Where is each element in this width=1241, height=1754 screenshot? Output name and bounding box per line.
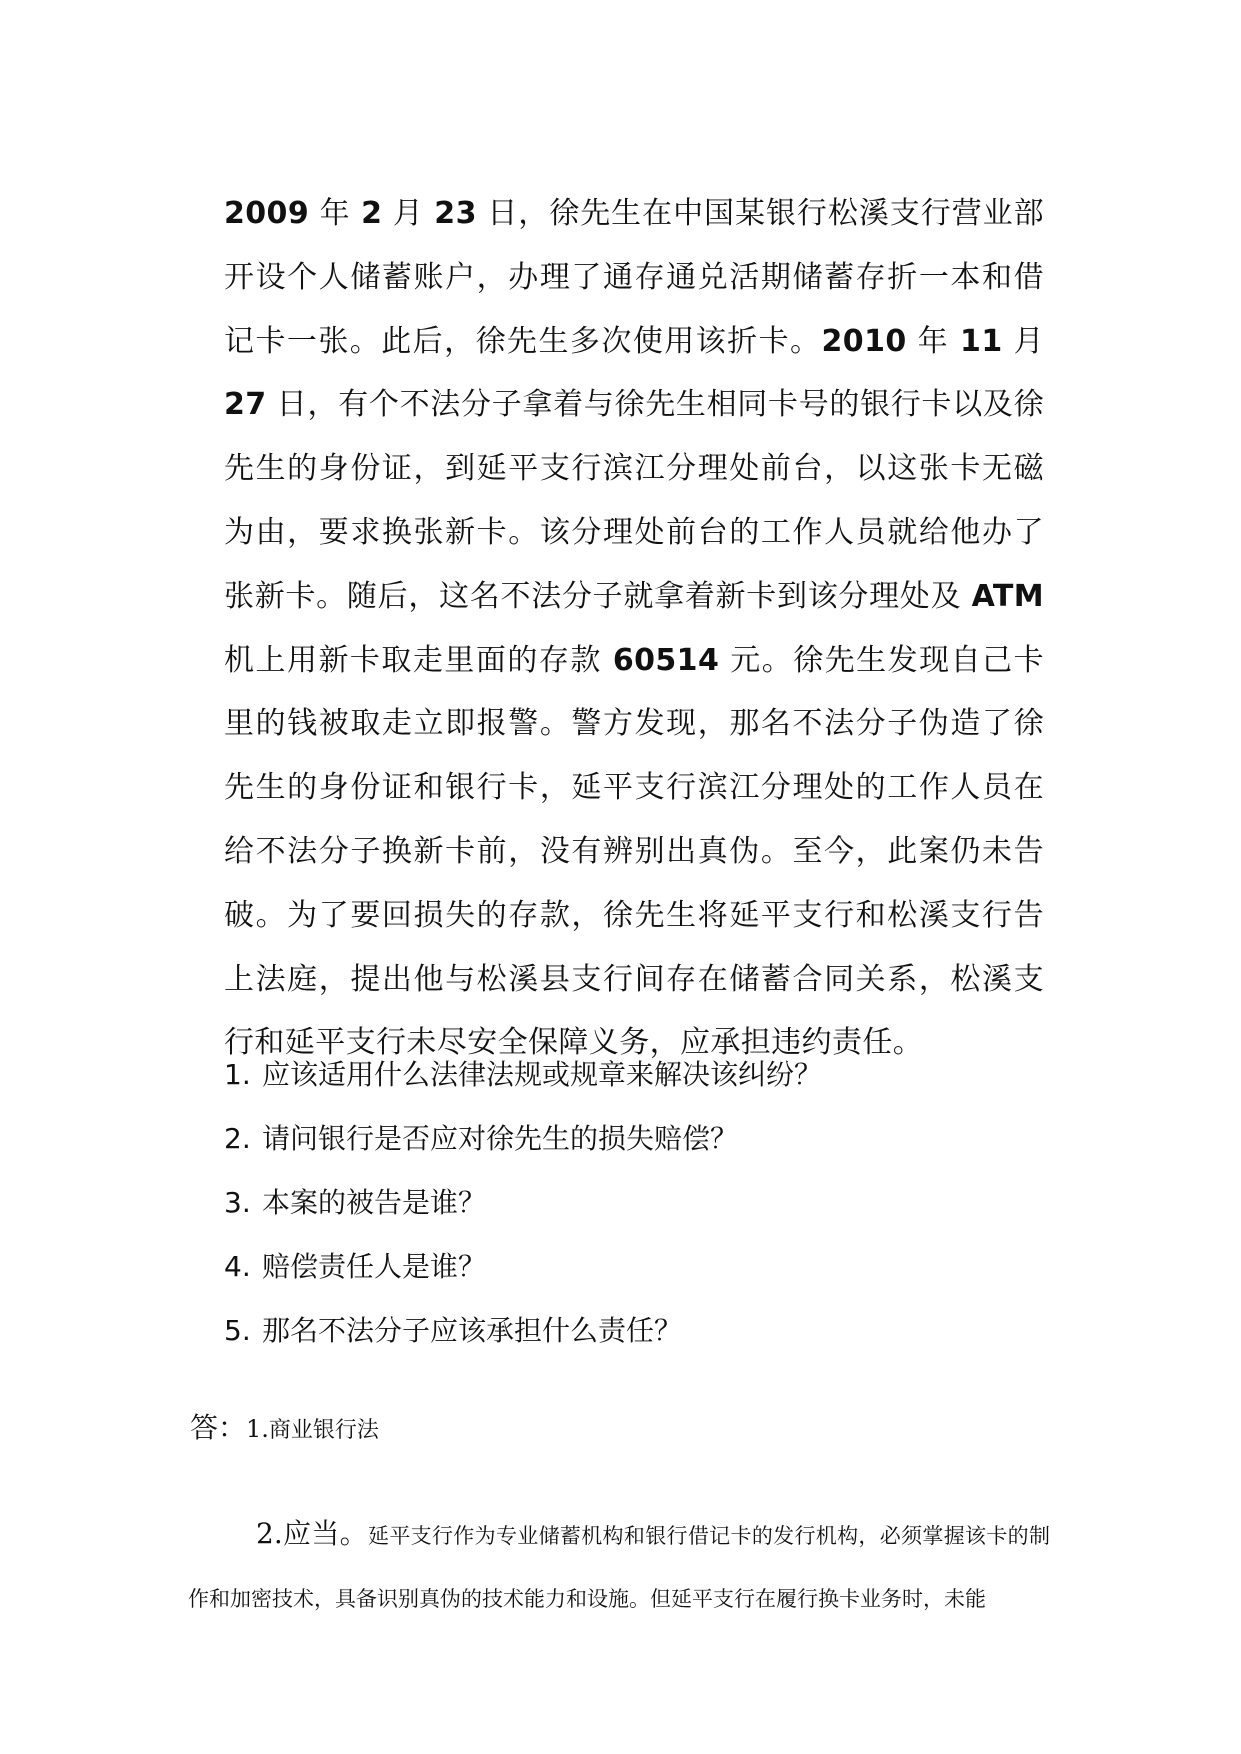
question-text: 那名不法分子应该承担什么责任？	[262, 1314, 683, 1347]
case-text-seg: 元。徐先生发现自己卡里的钱被取走立即报警。警方发现，那名不法分子伪造了徐先生的身份证和银行卡，延平支行滨江分理处的工作人员在给不法分子换新卡前，没有辨别出真伪。至今，此案仍未告破。为了要回损失的存款，徐先生将延平支行和松溪支行告上法庭，提出他与松溪县支行间存在储蓄合同关系，松溪支行和延平支行未尽安全保障义务，应承担违约责任。	[224, 642, 1044, 1061]
question-item	[224, 1247, 1044, 1311]
case-text-seg: 机上用新卡取走里面的存款	[224, 642, 613, 678]
case-text-seg: 年	[906, 323, 961, 359]
question-text: 请问银行是否应对徐先生的损失赔偿？	[262, 1122, 739, 1155]
question-number: 1.	[224, 1058, 251, 1091]
case-text-seg: 年	[309, 196, 362, 231]
question-number: 5.	[224, 1314, 251, 1347]
question-number: 2.	[224, 1122, 251, 1155]
question-number: 4.	[224, 1250, 251, 1283]
question-item	[224, 1183, 1044, 1247]
case-month-2: 2	[361, 196, 383, 231]
question-text: 本案的被告是谁？	[262, 1186, 487, 1219]
case-text-seg: 日，徐先生在中国某银行松溪支行营业部开设个人储蓄账户，办理了通存通兑活期储蓄存折一本和借记卡一张。此后，徐先生多次使用该折卡。	[224, 196, 1045, 359]
case-amount: 60514	[612, 642, 720, 678]
question-text: 赔偿责任人是谁？	[262, 1250, 487, 1283]
question-list	[224, 1055, 1044, 1375]
answer-2-text: 延平支行作为专业储蓄机构和银行借记卡的发行机构，必须掌握该卡的制作和加密技术，具备识别真伪的技术能力和设施。但延平支行在履行换卡业务时，未能	[188, 1524, 1051, 1611]
case-day-27: 27	[224, 387, 267, 423]
answer-2-paragraph	[188, 1502, 1050, 1631]
case-description	[224, 182, 1044, 1075]
answer-2-lead: 2.应当。	[256, 1517, 369, 1550]
question-number: 3.	[224, 1186, 251, 1219]
answer-first-line	[190, 1408, 379, 1451]
case-year-2010: 2010	[821, 323, 907, 359]
question-item	[224, 1119, 1044, 1183]
case-text-seg: 日，有个不法分子拿着与徐先生相同卡号的银行卡以及徐先生的身份证，到延平支行滨江分理处前台，以这张卡无磁为由，要求换张新卡。该分理处前台的工作人员就给他办了张新卡。随后，这名不法分子就拿着新卡到该分理处及	[224, 387, 1044, 614]
answer-1-number: 1.	[246, 1415, 269, 1443]
case-year-2009: 2009	[224, 196, 310, 231]
case-day-23: 23	[434, 196, 477, 231]
question-item	[224, 1311, 1044, 1375]
case-month-11: 11	[960, 323, 1003, 359]
case-text-seg: 月	[382, 196, 435, 231]
answer-1-text: 商业银行法	[268, 1418, 379, 1443]
answer-label: 答：	[190, 1411, 247, 1444]
case-text-seg: 月	[1002, 323, 1044, 359]
question-text: 应该适用什么法律法规或规章来解决该纠纷？	[262, 1058, 823, 1091]
question-item	[224, 1055, 1044, 1119]
case-atm: ATM	[971, 578, 1044, 614]
